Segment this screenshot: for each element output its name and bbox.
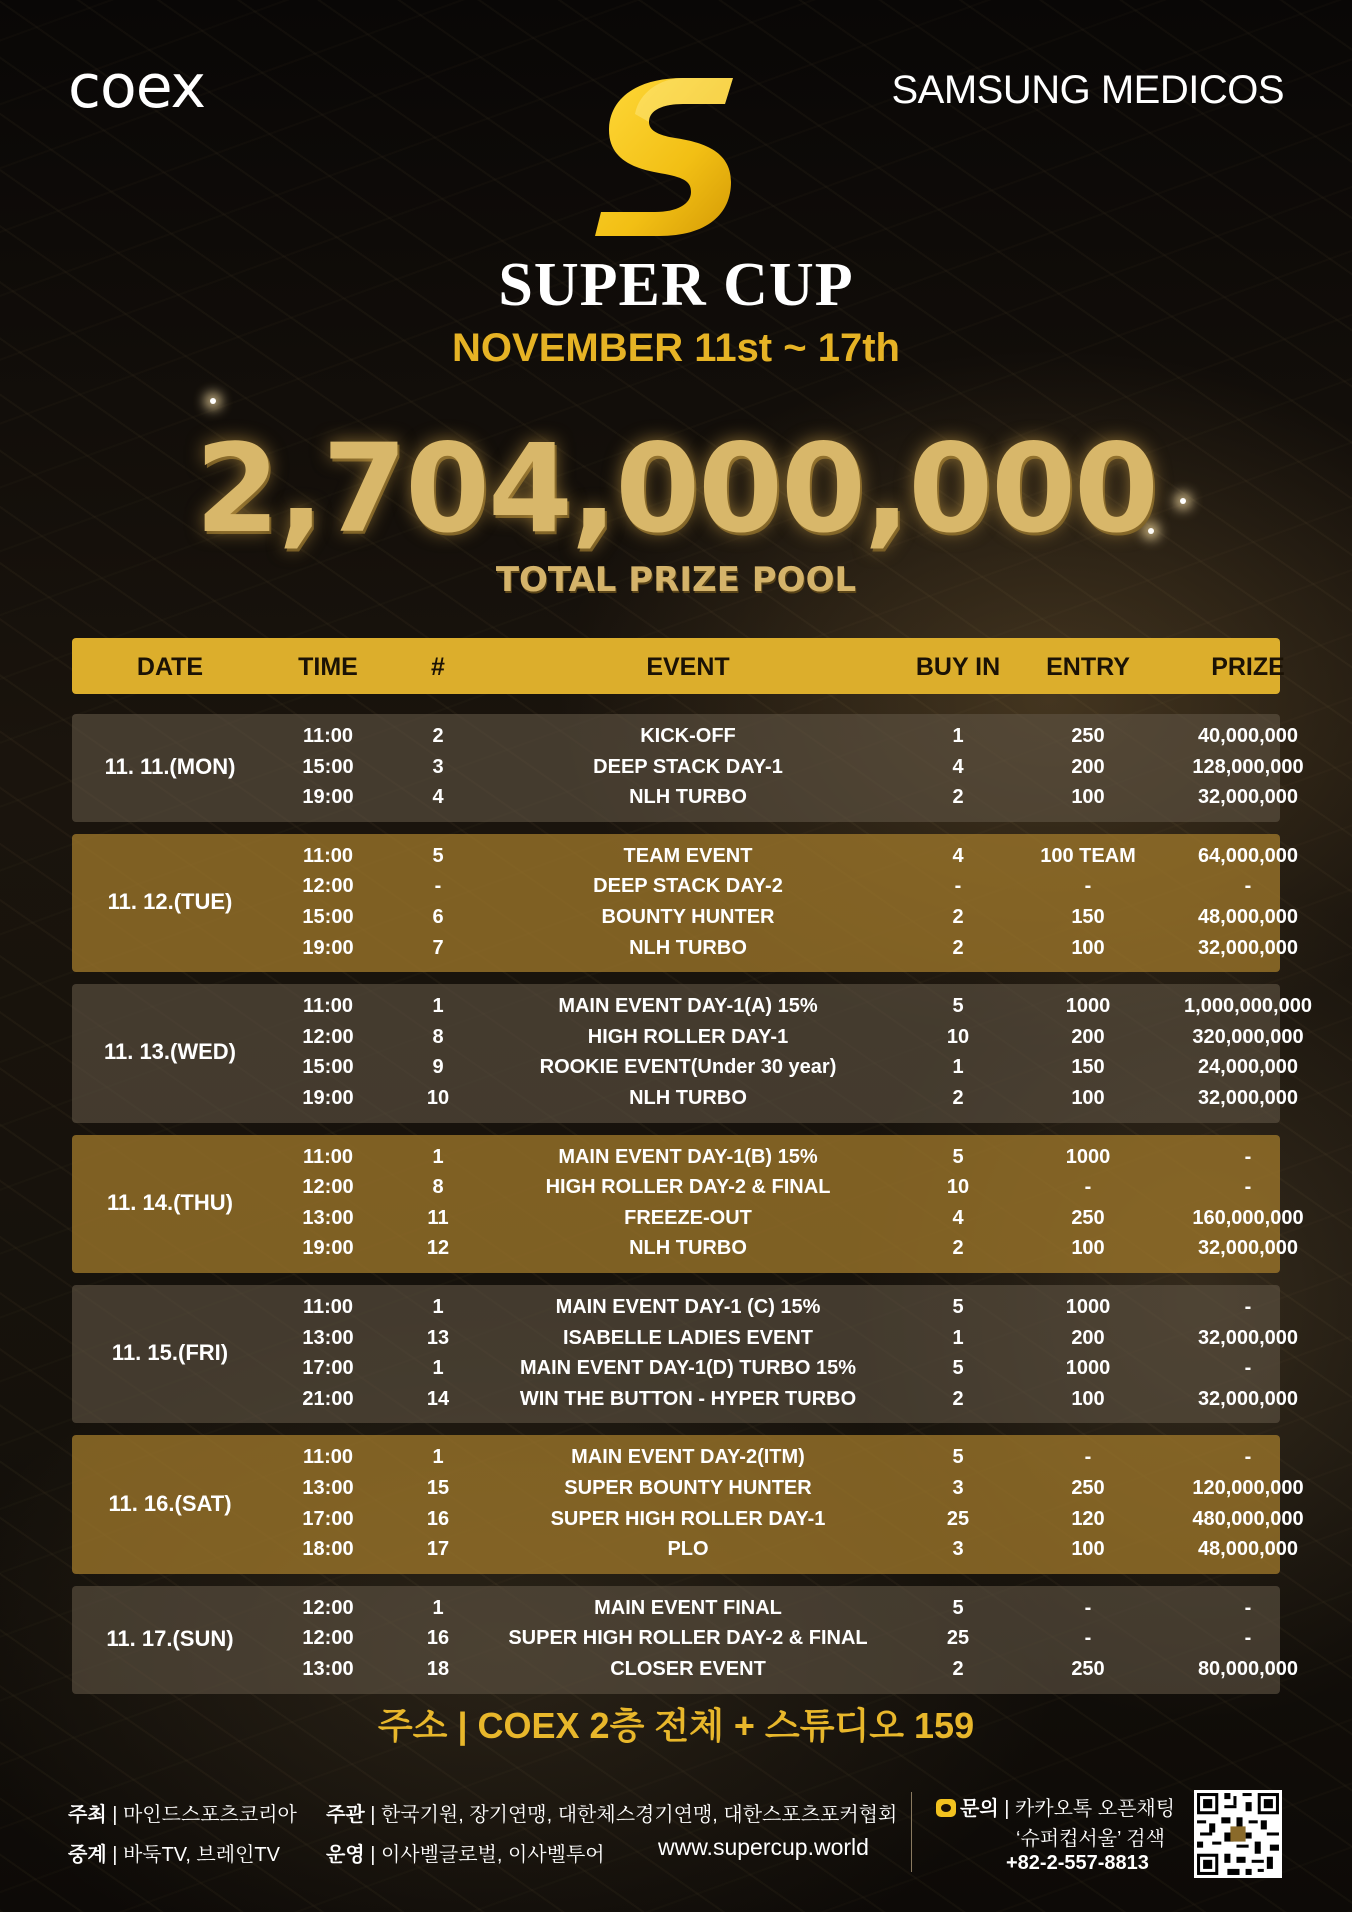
event-time: 17:00 (302, 1507, 354, 1530)
event-buy-in: 1 (952, 1056, 964, 1079)
qr-code-icon[interactable] (1194, 1790, 1282, 1878)
header-event: EVENT (646, 653, 730, 681)
operator-line: 운영 | 이사벨글로벌, 이사벨투어 (326, 1844, 605, 1866)
event-prize: 320,000,000 (1192, 1025, 1304, 1048)
event-prize: 64,000,000 (1197, 844, 1299, 867)
page-title: SUPER CUP (498, 251, 854, 319)
event-name: ISABELLE LADIES EVENT (562, 1326, 814, 1349)
day-block (72, 834, 1299, 972)
event-time: 21:00 (302, 1387, 354, 1410)
event-time: 15:00 (302, 1056, 354, 1079)
day-date: 11. 12.(TUE) (107, 888, 233, 914)
event-number: - (434, 875, 442, 898)
broadcast-line: 중계 | 바둑TV, 브레인TV (68, 1844, 280, 1866)
table-row (72, 844, 1299, 875)
event-prize: - (1244, 875, 1252, 898)
header-number: # (431, 653, 445, 681)
event-name: HIGH ROLLER DAY-2 & FINAL (545, 1176, 831, 1199)
inquiry-text-1: 카카오톡 오픈채팅 (1014, 1798, 1176, 1820)
event-entry: - (1084, 1446, 1092, 1469)
event-number: 16 (426, 1507, 450, 1530)
event-number: 2 (432, 725, 444, 747)
event-buy-in: 5 (952, 1596, 964, 1619)
event-time: 19:00 (302, 936, 354, 959)
event-number: 10 (426, 1086, 450, 1109)
event-name: PLO (667, 1538, 709, 1561)
event-time: 13:00 (302, 1476, 354, 1499)
event-time: 18:00 (302, 1538, 354, 1561)
event-number: 1 (432, 1296, 444, 1318)
host-line: 주최 | 마인드스포츠코리아 (68, 1804, 297, 1826)
event-name: KICK-OFF (640, 725, 736, 747)
event-entry: 100 (1071, 1237, 1105, 1260)
event-entry: 100 (1071, 1387, 1105, 1410)
event-prize: - (1244, 1296, 1252, 1318)
day-block (72, 1285, 1299, 1423)
event-name: MAIN EVENT DAY-2(ITM) (571, 1446, 805, 1469)
event-prize: 32,000,000 (1197, 936, 1299, 959)
event-prize: 480,000,000 (1192, 1507, 1304, 1530)
event-number: 6 (432, 905, 444, 928)
table-row (72, 995, 1312, 1025)
broadcast-label: 중계 (68, 1844, 107, 1866)
samsung-medicos-logo: SAMSUNG MEDICOS (891, 68, 1284, 112)
event-entry: 150 (1071, 1056, 1105, 1079)
table-row (72, 1597, 1280, 1627)
event-buy-in: - (954, 875, 962, 898)
host-label: 주최 (68, 1804, 107, 1826)
table-row (72, 1296, 1280, 1326)
event-name: TEAM EVENT (623, 844, 753, 867)
event-prize: 40,000,000 (1197, 725, 1299, 747)
event-time: 12:00 (302, 1176, 354, 1199)
event-prize: 1,000,000,000 (1184, 995, 1312, 1018)
event-entry: - (1084, 1596, 1092, 1619)
event-number: 7 (432, 936, 444, 959)
event-buy-in: 2 (952, 936, 964, 959)
inquiry-text-2: ‘슈퍼컵서울’ 검색 (1016, 1828, 1165, 1850)
table-row (72, 1357, 1280, 1387)
event-buy-in: 25 (946, 1507, 970, 1530)
event-number: 3 (432, 755, 444, 778)
event-name: SUPER HIGH ROLLER DAY-1 (550, 1507, 826, 1530)
header-date: DATE (136, 653, 204, 681)
event-entry: 150 (1071, 905, 1105, 928)
table-row (72, 875, 1280, 905)
event-number: 12 (426, 1237, 450, 1260)
day-block (72, 714, 1304, 822)
table-row (72, 936, 1299, 967)
event-prize: 32,000,000 (1197, 1237, 1299, 1260)
event-number: 4 (432, 786, 444, 809)
broadcast-value: 바둑TV, 브레인TV (122, 1844, 280, 1866)
event-prize: 24,000,000 (1197, 1056, 1299, 1079)
day-block (72, 1586, 1299, 1694)
event-entry: 250 (1071, 725, 1105, 747)
event-time: 12:00 (302, 1596, 354, 1619)
event-number: 8 (432, 1176, 444, 1199)
event-prize: - (1244, 1627, 1252, 1650)
organizer-label: 주관 (326, 1804, 365, 1826)
table-row (72, 753, 1304, 786)
event-time: 13:00 (302, 1326, 354, 1349)
event-prize: - (1244, 1357, 1252, 1380)
header-entry: ENTRY (1046, 653, 1130, 681)
event-buy-in: 2 (952, 1086, 964, 1109)
phone-number: +82-2-557-8813 (1006, 1852, 1149, 1874)
event-entry: 100 TEAM (1040, 844, 1136, 867)
event-prize: 32,000,000 (1197, 1086, 1299, 1109)
event-entry: 250 (1071, 1206, 1105, 1229)
event-buy-in: 4 (952, 844, 964, 867)
event-buy-in: 3 (952, 1476, 964, 1499)
event-prize: 32,000,000 (1197, 1387, 1299, 1410)
event-buy-in: 3 (952, 1538, 964, 1561)
header-prize: PRIZE (1211, 653, 1285, 681)
venue-address: 주소 | COEX 2층 전체 + 스튜디오 159 (377, 1705, 975, 1746)
table-row (72, 1657, 1299, 1688)
event-name: MAIN EVENT DAY-1(D) TURBO 15% (520, 1357, 856, 1380)
event-name: SUPER BOUNTY HUNTER (564, 1476, 812, 1499)
event-buy-in: 5 (952, 1357, 964, 1380)
event-entry: 200 (1071, 1025, 1105, 1048)
event-number: 8 (432, 1025, 444, 1048)
event-name: MAIN EVENT DAY-1(B) 15% (558, 1145, 818, 1168)
event-entry: 100 (1071, 1086, 1105, 1109)
header-buy-in: BUY IN (915, 653, 1001, 681)
event-name: NLH TURBO (629, 1237, 747, 1260)
super-cup-s-logo-icon (595, 70, 740, 240)
host-value: 마인드스포츠코리아 (122, 1804, 297, 1826)
table-row (72, 1086, 1299, 1117)
event-prize: 32,000,000 (1197, 786, 1299, 809)
sparkle-icon (210, 398, 216, 404)
day-date: 11. 15.(FRI) (111, 1340, 229, 1366)
event-number: 14 (426, 1387, 450, 1410)
event-time: 11:00 (302, 725, 354, 747)
event-entry: 250 (1071, 1657, 1105, 1680)
table-row (72, 1446, 1280, 1476)
event-buy-in: 1 (952, 1326, 964, 1349)
event-name: SUPER HIGH ROLLER DAY-2 & FINAL (508, 1627, 868, 1650)
table-row (72, 1025, 1304, 1056)
event-number: 11 (427, 1206, 449, 1229)
event-number: 1 (432, 995, 444, 1018)
event-entry: - (1084, 875, 1092, 898)
event-number: 18 (426, 1657, 450, 1680)
event-entry: 200 (1071, 1326, 1105, 1349)
event-number: 1 (432, 1357, 444, 1380)
table-header (72, 638, 1285, 694)
event-time: 19:00 (302, 1086, 354, 1109)
event-entry: 100 (1071, 786, 1105, 809)
header-time: TIME (298, 653, 358, 681)
table-row (72, 1387, 1299, 1418)
event-time: 11:00 (302, 1296, 354, 1318)
event-buy-in: 2 (952, 1387, 964, 1410)
day-date: 11. 17.(SUN) (106, 1625, 234, 1651)
event-buy-in: 2 (952, 1237, 964, 1260)
day-date: 11. 11.(MON) (104, 753, 236, 779)
day-date: 11. 13.(WED) (103, 1039, 237, 1065)
event-name: NLH TURBO (629, 1086, 747, 1109)
event-time: 15:00 (302, 755, 354, 778)
table-row (72, 905, 1299, 936)
event-buy-in: 2 (952, 786, 964, 809)
event-time: 13:00 (302, 1657, 354, 1680)
event-number: 1 (432, 1596, 444, 1619)
event-buy-in: 5 (952, 1296, 964, 1318)
event-name: DEEP STACK DAY-1 (593, 755, 783, 778)
event-entry: - (1084, 1627, 1092, 1650)
total-prize-label: TOTAL PRIZE POOL (495, 560, 857, 600)
event-name: WIN THE BUTTON - HYPER TURBO (519, 1387, 857, 1410)
table-row (72, 1146, 1280, 1176)
event-entry: 250 (1071, 1476, 1105, 1499)
day-block (72, 984, 1312, 1122)
table-row (72, 1056, 1299, 1086)
event-time: 11:00 (302, 1446, 354, 1469)
kakao-talk-icon (936, 1799, 956, 1817)
event-prize: 48,000,000 (1197, 905, 1299, 928)
event-name: CLOSER EVENT (610, 1657, 766, 1680)
event-buy-in: 4 (952, 1206, 964, 1229)
event-name: BOUNTY HUNTER (601, 905, 775, 928)
event-entry: 100 (1071, 1538, 1105, 1561)
event-number: 15 (426, 1476, 450, 1499)
table-row (72, 1176, 1280, 1206)
event-entry: 200 (1071, 755, 1105, 778)
event-prize: - (1244, 1596, 1252, 1619)
day-block (72, 1435, 1304, 1573)
day-date: 11. 14.(THU) (107, 1189, 233, 1215)
event-prize: - (1244, 1176, 1252, 1199)
footer-divider (911, 1792, 912, 1872)
event-buy-in: 5 (952, 1446, 964, 1469)
event-time: 13:00 (302, 1206, 354, 1229)
event-name: ROOKIE EVENT(Under 30 year) (539, 1056, 837, 1079)
inquiry-line: 문의 | 카카오톡 오픈채팅 (936, 1792, 1175, 1821)
table-row (72, 1237, 1299, 1267)
event-buy-in: 1 (952, 725, 964, 747)
inquiry-label: 문의 (960, 1798, 999, 1820)
event-name: MAIN EVENT DAY-1 (C) 15% (555, 1296, 821, 1318)
event-number: 1 (432, 1145, 444, 1168)
event-buy-in: 10 (946, 1025, 970, 1048)
event-time: 11:00 (302, 1145, 354, 1168)
event-number: 13 (426, 1326, 450, 1349)
total-prize-amount: 2,704,000,000 (195, 418, 1157, 560)
event-prize: 32,000,000 (1197, 1326, 1299, 1349)
event-entry: - (1084, 1176, 1092, 1199)
event-time: 12:00 (302, 1627, 354, 1650)
organizer-line: 주관 | 한국기원, 장기연맹, 대한체스경기연맹, 대한스포츠포커협회 (326, 1804, 898, 1826)
event-time: 19:00 (302, 786, 354, 809)
event-buy-in: 2 (952, 1657, 964, 1680)
event-buy-in: 5 (952, 995, 964, 1018)
event-name: DEEP STACK DAY-2 (593, 875, 783, 898)
event-name: MAIN EVENT FINAL (594, 1596, 782, 1619)
event-entry: 120 (1071, 1507, 1105, 1530)
event-time: 12:00 (302, 875, 354, 898)
event-entry: 1000 (1065, 1296, 1111, 1318)
operator-value: 이사벨글로벌, 이사벨투어 (380, 1844, 605, 1866)
event-buy-in: 5 (952, 1145, 964, 1168)
table-row (72, 1206, 1304, 1237)
event-prize: 128,000,000 (1192, 755, 1304, 778)
event-name: NLH TURBO (629, 786, 747, 809)
table-row (72, 1326, 1299, 1357)
coex-logo: coex (68, 52, 206, 122)
event-time: 17:00 (302, 1357, 354, 1380)
table-row (72, 1538, 1299, 1568)
website-link[interactable]: www.supercup.world (658, 1834, 869, 1860)
event-time: 19:00 (302, 1237, 354, 1260)
event-name: MAIN EVENT DAY-1(A) 15% (558, 995, 818, 1018)
event-time: 11:00 (302, 995, 354, 1018)
event-buy-in: 25 (946, 1627, 970, 1650)
event-entry: 1000 (1065, 1357, 1111, 1380)
event-entry: 1000 (1065, 1145, 1111, 1168)
operator-label: 운영 (326, 1844, 365, 1866)
event-number: 1 (432, 1446, 444, 1469)
table-row (72, 1476, 1304, 1507)
event-prize: 120,000,000 (1192, 1476, 1304, 1499)
event-time: 15:00 (302, 905, 354, 928)
day-date: 11. 16.(SAT) (108, 1490, 232, 1516)
event-number: 5 (432, 844, 444, 867)
event-entry: 1000 (1065, 995, 1111, 1018)
table-row (72, 786, 1299, 816)
event-number: 9 (432, 1056, 444, 1079)
event-dates: NOVEMBER 11st ~ 17th (452, 326, 900, 370)
table-row (72, 725, 1299, 755)
event-buy-in: 10 (946, 1176, 970, 1199)
event-number: 17 (426, 1538, 450, 1561)
event-name: NLH TURBO (629, 936, 747, 959)
event-prize: 80,000,000 (1197, 1657, 1299, 1680)
event-prize: 48,000,000 (1197, 1538, 1299, 1561)
event-time: 11:00 (302, 844, 354, 867)
table-row (72, 1627, 1280, 1657)
table-row (72, 1507, 1304, 1538)
event-prize: 160,000,000 (1192, 1206, 1304, 1229)
event-buy-in: 4 (952, 755, 964, 778)
event-prize: - (1244, 1145, 1252, 1168)
event-number: 16 (426, 1627, 450, 1650)
event-buy-in: 2 (952, 905, 964, 928)
event-prize: - (1244, 1446, 1252, 1469)
day-block (72, 1135, 1304, 1273)
organizer-value: 한국기원, 장기연맹, 대한체스경기연맹, 대한스포츠포커협회 (380, 1804, 898, 1826)
event-name: HIGH ROLLER DAY-1 (587, 1025, 789, 1048)
event-entry: 100 (1071, 936, 1105, 959)
event-name: FREEZE-OUT (624, 1206, 752, 1229)
event-time: 12:00 (302, 1025, 354, 1048)
